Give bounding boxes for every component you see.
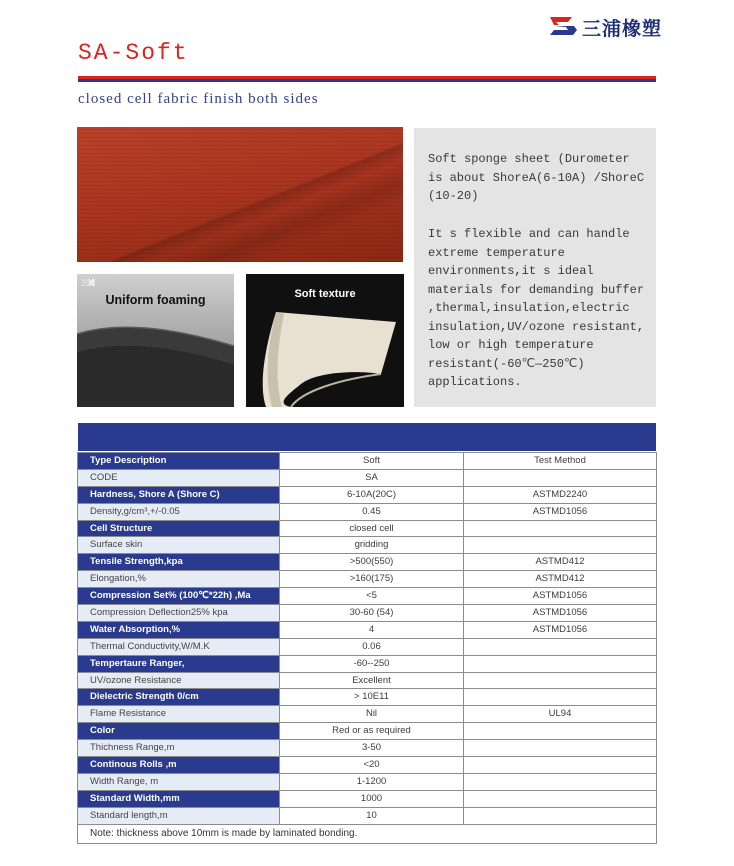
table-row <box>78 757 657 774</box>
property-label: Tensile Strength,kpa <box>78 554 280 571</box>
property-label: UV/ozone Resistance <box>78 672 280 689</box>
table-row <box>78 638 657 655</box>
property-value: 3-50 <box>280 740 464 757</box>
table-row <box>78 453 657 470</box>
test-method <box>464 672 657 689</box>
property-label: Continous Rolls ,m <box>78 757 280 774</box>
foam-cross-section-photo <box>77 274 234 407</box>
test-method <box>464 740 657 757</box>
test-method <box>464 773 657 790</box>
property-label: Width Range, m <box>78 773 280 790</box>
test-method: ASTMD1056 <box>464 605 657 622</box>
property-value: Soft <box>280 453 464 470</box>
property-value: > 10E11 <box>280 689 464 706</box>
soft-caption: Soft texture <box>294 288 356 300</box>
property-value: 0.45 <box>280 503 464 520</box>
sponge-sheet-photo <box>77 127 403 262</box>
test-method <box>464 537 657 554</box>
test-method <box>464 807 657 824</box>
table-row <box>78 689 657 706</box>
property-value: 4 <box>280 621 464 638</box>
table-row <box>78 807 657 824</box>
table-row <box>78 469 657 486</box>
property-value: 1000 <box>280 790 464 807</box>
property-value: -60--250 <box>280 655 464 672</box>
test-method <box>464 790 657 807</box>
property-value: >500(550) <box>280 554 464 571</box>
property-label: Standard length,m <box>78 807 280 824</box>
property-label: Thichness Range,m <box>78 740 280 757</box>
brand-tag: 三浦 <box>81 280 95 287</box>
property-label: Thermal Conductivity,W/M.K <box>78 638 280 655</box>
table-row <box>78 723 657 740</box>
property-label: CODE <box>78 469 280 486</box>
foam-caption: Uniform foaming <box>105 293 206 307</box>
brand-logo <box>546 12 666 40</box>
property-value: 0.06 <box>280 638 464 655</box>
property-label: Water Absorption,% <box>78 621 280 638</box>
property-value: 10 <box>280 807 464 824</box>
test-method: Test Method <box>464 453 657 470</box>
property-label: Dielectric Strength 0/cm <box>78 689 280 706</box>
property-label: Standard Width,mm <box>78 790 280 807</box>
spec-table-header-bar <box>78 423 656 451</box>
brand-s-mark-icon <box>546 13 580 39</box>
table-note-row <box>78 824 657 843</box>
product-title: SA-Soft <box>78 40 189 66</box>
table-row <box>78 605 657 622</box>
table-row <box>78 588 657 605</box>
property-label: Compression Set% (100℃*22h) ,Ma <box>78 588 280 605</box>
table-row <box>78 554 657 571</box>
property-value: 1-1200 <box>280 773 464 790</box>
test-method: ASTMD1056 <box>464 621 657 638</box>
test-method <box>464 469 657 486</box>
property-label: Flame Resistance <box>78 706 280 723</box>
table-row <box>78 486 657 503</box>
test-method: ASTMD412 <box>464 571 657 588</box>
sheet-edge-shading <box>77 127 403 262</box>
table-row <box>78 655 657 672</box>
soft-texture-photo <box>246 274 404 407</box>
test-method <box>464 520 657 537</box>
table-row <box>78 773 657 790</box>
title-rule-blue <box>78 79 656 82</box>
table-row <box>78 571 657 588</box>
property-value: Excellent <box>280 672 464 689</box>
test-method: ASTMD1056 <box>464 588 657 605</box>
table-row <box>78 503 657 520</box>
table-row <box>78 740 657 757</box>
property-label: Density,g/cm³,+/-0.05 <box>78 503 280 520</box>
property-value: <20 <box>280 757 464 774</box>
test-method: ASTMD412 <box>464 554 657 571</box>
property-label: Type Description <box>78 453 280 470</box>
table-row <box>78 672 657 689</box>
test-method: UL94 <box>464 706 657 723</box>
table-row <box>78 520 657 537</box>
table-row <box>78 537 657 554</box>
property-label: Cell Structure <box>78 520 280 537</box>
property-value: 30-60 (54) <box>280 605 464 622</box>
test-method <box>464 723 657 740</box>
property-value: gridding <box>280 537 464 554</box>
spec-table-body <box>78 453 657 844</box>
test-method <box>464 655 657 672</box>
property-value: 6-10A(20C) <box>280 486 464 503</box>
property-label: Tempertaure Ranger, <box>78 655 280 672</box>
property-value: SA <box>280 469 464 486</box>
test-method: ASTMD2240 <box>464 486 657 503</box>
property-value: closed cell <box>280 520 464 537</box>
property-label: Surface skin <box>78 537 280 554</box>
property-value: >160(175) <box>280 571 464 588</box>
test-method <box>464 757 657 774</box>
test-method <box>464 689 657 706</box>
product-subtitle: closed cell fabric finish both sides <box>78 91 319 107</box>
spec-table <box>77 452 657 844</box>
test-method: ASTMD1056 <box>464 503 657 520</box>
description-hardness: Soft sponge sheet (Durometer is about ShoreA(6-10A) /ShoreC (10-20) <box>428 152 645 203</box>
property-label: Compression Deflection25% kpa <box>78 605 280 622</box>
property-label: Color <box>78 723 280 740</box>
table-row <box>78 621 657 638</box>
table-row <box>78 706 657 723</box>
property-value: Red or as required <box>280 723 464 740</box>
table-note: Note: thickness above 10mm is made by laminated bonding. <box>78 824 657 843</box>
property-value: <5 <box>280 588 464 605</box>
description-panel <box>414 128 656 407</box>
description-applications: It s flexible and can handle extreme temperature environments,it s ideal materials for demanding buffer ,thermal,insulation,electric insulation,UV/ozone resistant, low or high temperature resistant(-60℃—250℃) applications. <box>428 227 645 389</box>
brand-name: 三浦橡塑 <box>582 18 663 40</box>
property-label: Elongation,% <box>78 571 280 588</box>
table-row <box>78 790 657 807</box>
property-label: Hardness, Shore A (Shore C) <box>78 486 280 503</box>
test-method <box>464 638 657 655</box>
property-value: Nil <box>280 706 464 723</box>
